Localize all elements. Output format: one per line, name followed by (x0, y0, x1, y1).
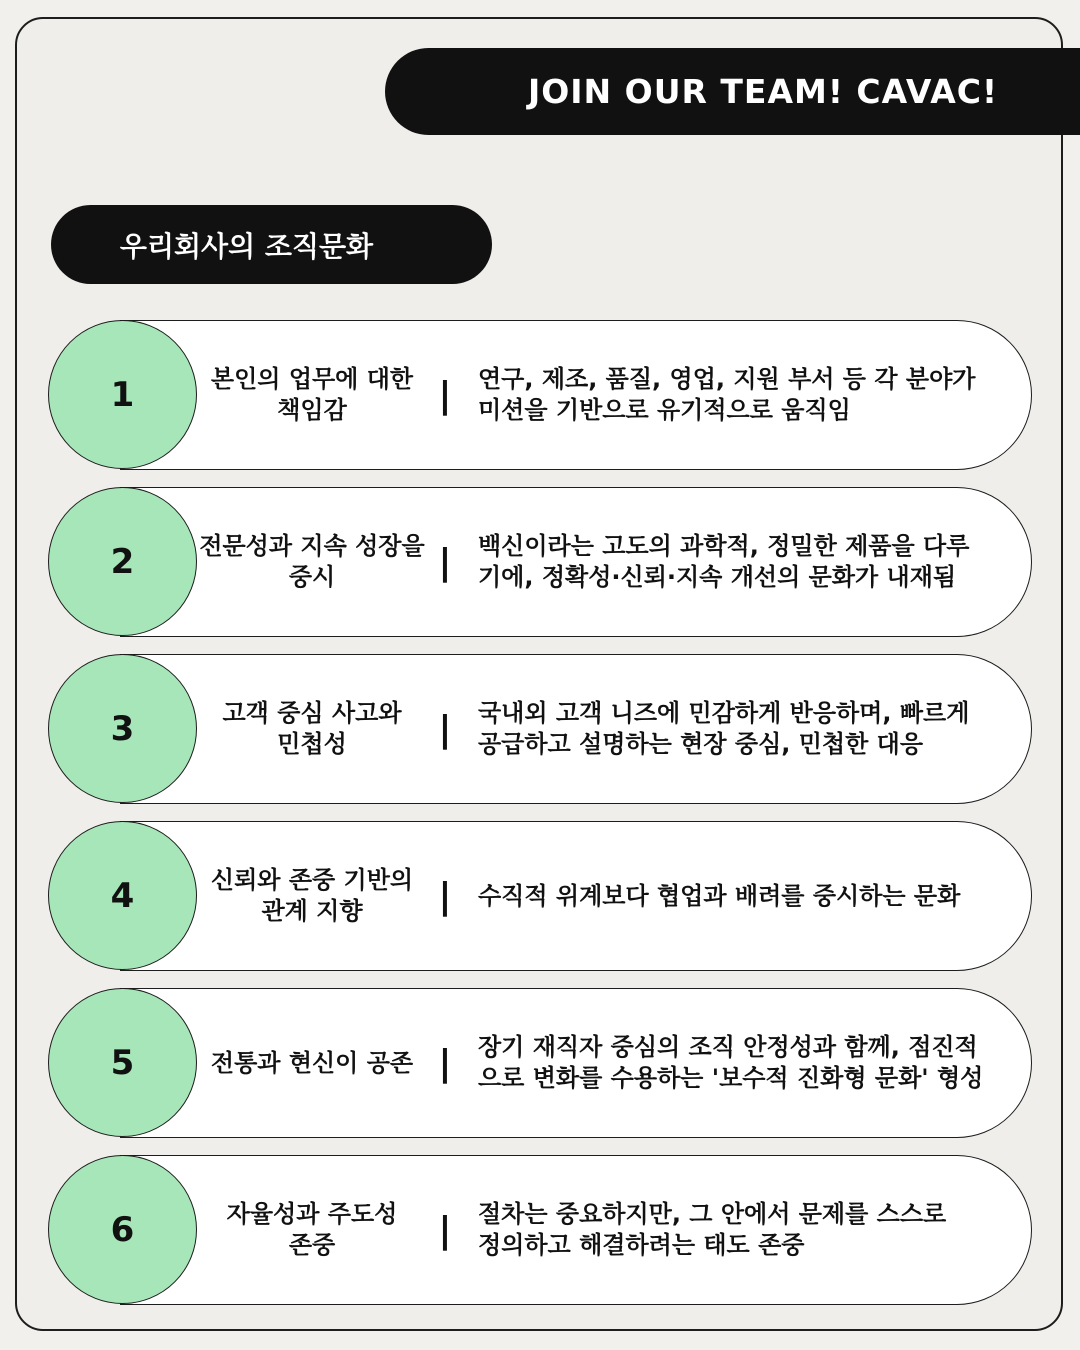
item-separator: | (438, 708, 452, 750)
item-number-badge: 1 (48, 320, 197, 469)
item-description: 백신이라는 고도의 과학적, 정밀한 제품을 다루 기에, 정확성·신뢰·지속 개선의 문화가 내재됨 (478, 532, 970, 591)
item-separator: | (438, 541, 452, 583)
item-separator: | (438, 374, 452, 416)
item-number-badge: 5 (48, 988, 197, 1137)
item-number-badge: 3 (48, 654, 197, 803)
culture-item-2 (48, 487, 1032, 637)
item-description: 연구, 제조, 품질, 영업, 지원 부서 등 각 분야가 미션을 기반으로 유기적으로 움직임 (478, 365, 976, 424)
culture-item-5 (48, 988, 1032, 1138)
culture-item-3 (48, 654, 1032, 804)
culture-item-6 (48, 1155, 1032, 1305)
item-title: 신뢰와 존중 기반의 관계 지향 (210, 866, 414, 925)
item-title: 고객 중심 사고와 민첩성 (222, 699, 402, 758)
section-heading (51, 205, 492, 284)
item-separator: | (438, 875, 452, 917)
culture-item-1 (48, 320, 1032, 470)
item-title: 전통과 현신이 공존 (210, 1048, 414, 1077)
header-banner (385, 48, 1080, 135)
item-separator: | (438, 1042, 452, 1084)
item-separator: | (438, 1209, 452, 1251)
item-description: 장기 재직자 중심의 조직 안정성과 함께, 점진적 으로 변화를 수용하는 '보수적 진화형 문화' 형성 (478, 1033, 984, 1092)
section-title: 우리회사의 조직문화 (119, 229, 374, 263)
item-title: 전문성과 지속 성장을 중시 (199, 532, 425, 591)
item-description: 수직적 위계보다 협업과 배려를 중시하는 문화 (478, 881, 961, 910)
header-title: JOIN OUR TEAM! CAVAC! (527, 72, 998, 111)
item-title: 자율성과 주도성 존중 (226, 1200, 398, 1259)
item-description: 절차는 중요하지만, 그 안에서 문제를 스스로 정의하고 해결하려는 태도 존중 (478, 1200, 947, 1259)
culture-item-4 (48, 821, 1032, 971)
item-number-badge: 6 (48, 1155, 197, 1304)
item-title: 본인의 업무에 대한 책임감 (210, 365, 414, 424)
item-number-badge: 4 (48, 821, 197, 970)
item-description: 국내외 고객 니즈에 민감하게 반응하며, 빠르게 공급하고 설명하는 현장 중심, 민첩한 대응 (478, 699, 970, 758)
item-number-badge: 2 (48, 487, 197, 636)
